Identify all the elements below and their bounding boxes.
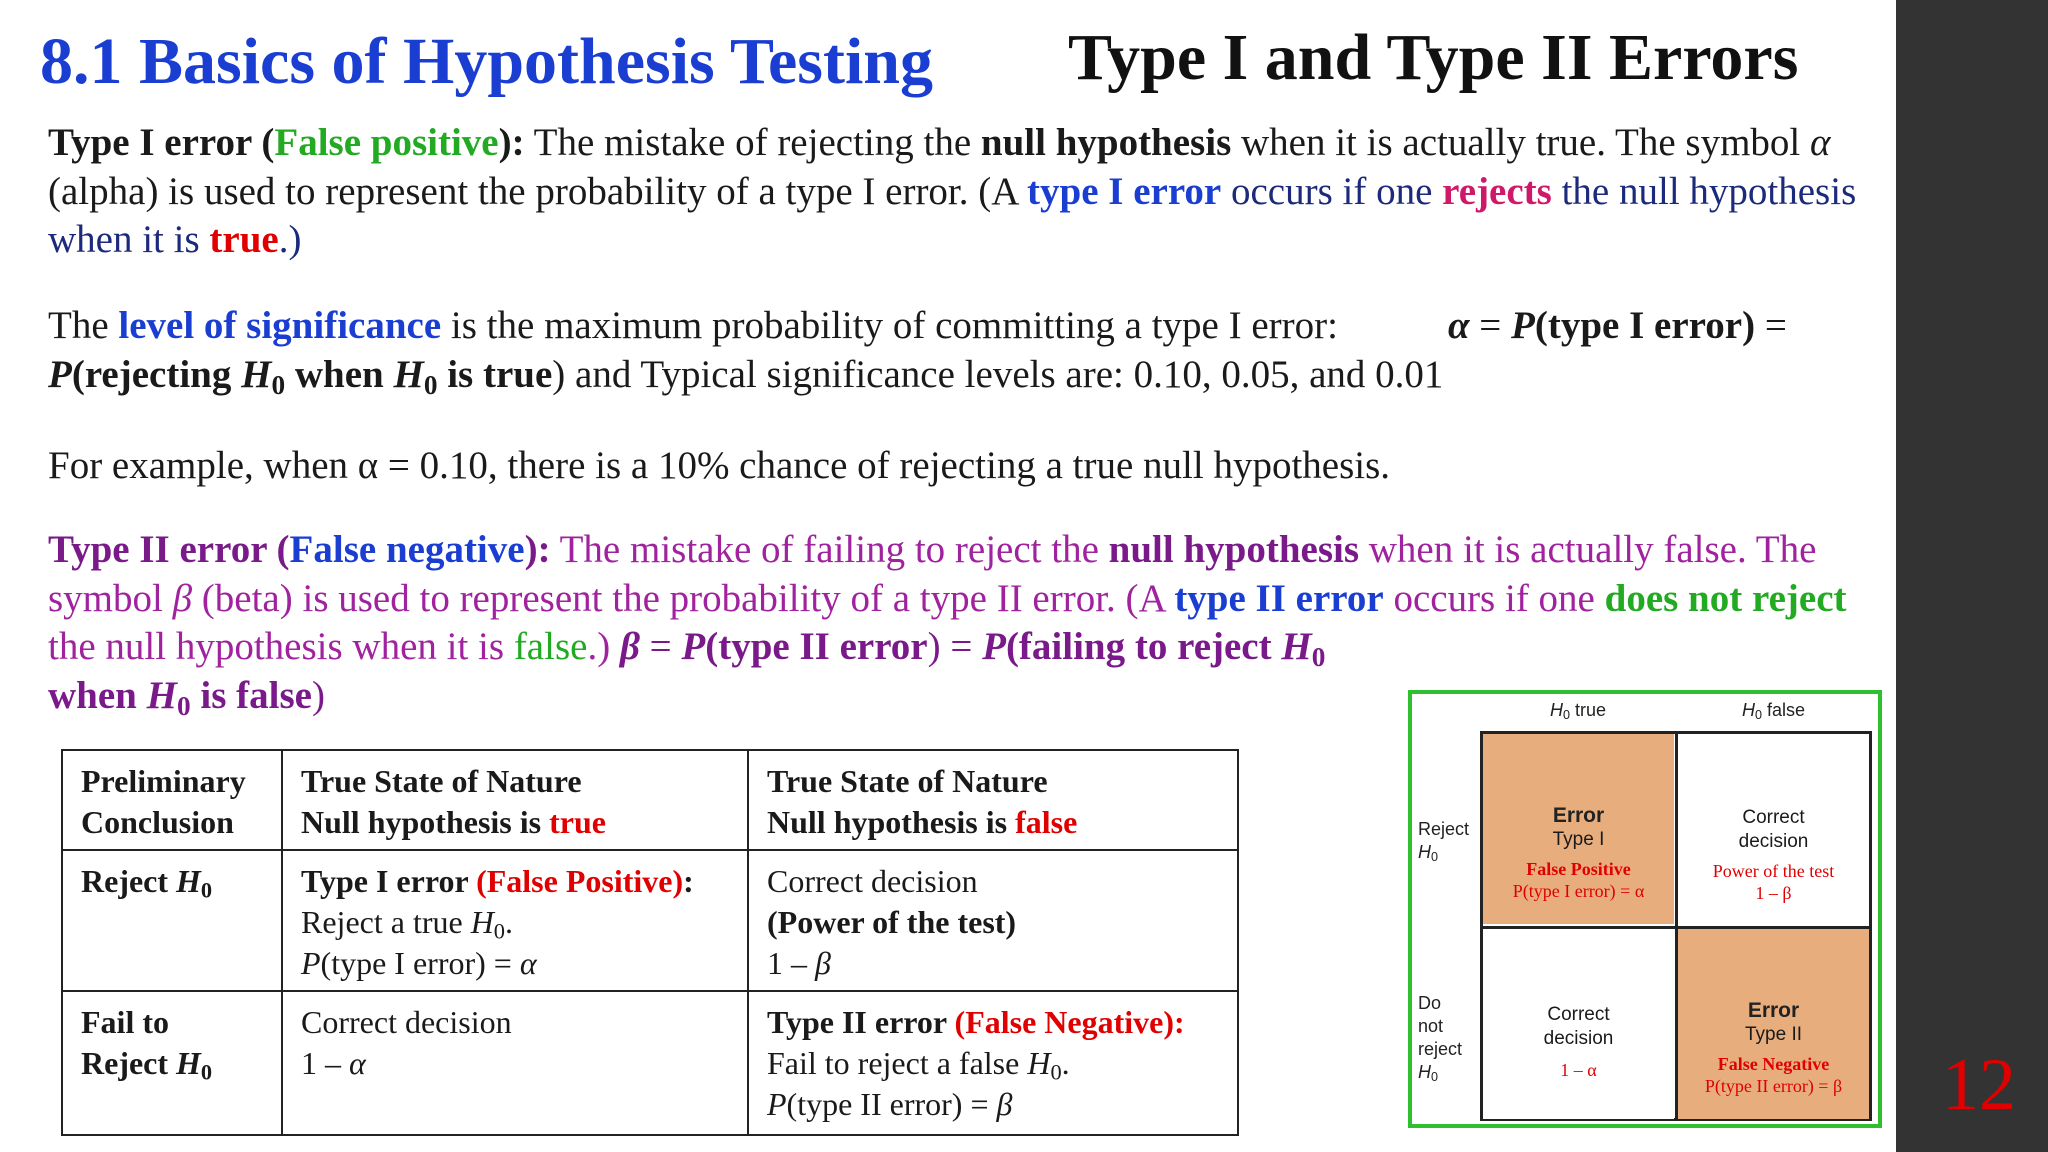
row-label-do-not-reject: [1418, 992, 1462, 1084]
text-run: β: [996, 1086, 1013, 1122]
text-run: the null hypothesis when it is: [48, 169, 1857, 261]
cell-line: Type II: [1744, 1024, 1803, 1045]
text-run: rejects: [1442, 169, 1552, 213]
cell-line: True State of Nature: [301, 763, 582, 799]
cell-line: Conclusion: [81, 804, 234, 840]
text-run: (False Positive): [476, 863, 684, 899]
text-run: H: [1027, 1045, 1051, 1081]
text-run: 1 –: [767, 945, 815, 981]
text-run: true: [549, 804, 606, 840]
text-run: 0: [1311, 641, 1326, 672]
cell-line: [767, 1084, 1219, 1125]
text-run: when: [48, 673, 147, 717]
table-cell: [748, 850, 1238, 991]
text-run: (alpha) is used to represent the probability of a type I error. (A: [48, 169, 1028, 213]
cell-line: P(type II error) = β: [1704, 1076, 1843, 1096]
cell-line: Fail to: [81, 1004, 169, 1040]
cell-line: Type I: [1552, 829, 1605, 850]
text-run: H: [1418, 842, 1431, 862]
text-run: H: [146, 673, 177, 717]
text-run: H: [176, 1045, 201, 1081]
text-run: H: [1281, 625, 1312, 668]
text-run: (type II error) =: [786, 1086, 997, 1122]
text-run: 0: [1050, 1059, 1062, 1085]
text-run: 0: [1431, 850, 1439, 865]
text-run: type II error: [1174, 576, 1384, 620]
label-line: [1418, 841, 1469, 864]
text-run: .): [278, 218, 302, 261]
cell-line: [767, 943, 1219, 984]
text-run: .: [505, 904, 513, 940]
text-run: P: [767, 1086, 787, 1122]
text-run: Type II error (: [48, 528, 290, 571]
cell-line: [81, 1043, 263, 1084]
cell-line: Correct decision: [767, 863, 978, 899]
table-header-cell: [748, 750, 1238, 850]
col-label-h0-false: [1742, 699, 1805, 722]
text-run: the null hypothesis when it is: [48, 625, 514, 668]
text-run: H: [470, 904, 494, 940]
text-run: ) =: [927, 625, 983, 668]
text-run: type I error: [1027, 169, 1222, 213]
text-run: is false: [190, 673, 312, 717]
text-run: is the maximum probability of committing a type I error:: [441, 304, 1338, 347]
cell-power: [1678, 734, 1869, 924]
text-run: (beta) is used to represent the probability of a type II error. (A: [192, 576, 1175, 620]
text-run: Reject a true: [301, 904, 471, 940]
table-header-cell: [62, 750, 282, 850]
cell-line: [301, 1043, 729, 1084]
text-run: H: [393, 352, 424, 396]
text-run: level of significance: [118, 304, 442, 347]
error-table: [61, 749, 1239, 1136]
text-run: Type II error: [767, 1004, 955, 1040]
label-line: reject: [1418, 1039, 1463, 1059]
text-run: Type I error: [301, 863, 477, 899]
text-run: false: [1762, 700, 1806, 720]
label-line: not: [1418, 1016, 1444, 1036]
text-run: α: [349, 1045, 366, 1081]
text-run: False negative: [289, 528, 525, 571]
slide-subtitle: Type I and Type II Errors: [1068, 21, 1799, 94]
cell-line: 1 – β: [1755, 883, 1792, 903]
grid-divider: [1483, 926, 1869, 929]
text-run: 0: [200, 877, 213, 903]
cell-line: True State of Nature: [767, 763, 1048, 799]
text-run: occurs if one: [1383, 576, 1605, 620]
text-run: =: [639, 625, 682, 668]
table-row: [62, 991, 1238, 1135]
text-run: =: [1755, 304, 1787, 347]
text-run: null hypothesis: [1108, 528, 1360, 571]
row-label-reject: [1418, 818, 1469, 864]
text-run: null hypothesis: [980, 121, 1232, 164]
cell-line: [767, 1002, 1219, 1043]
text-run: false: [1015, 804, 1078, 840]
table-row-label: [62, 850, 282, 991]
table-row: [62, 850, 1238, 991]
text-run: (type I error) =: [320, 945, 520, 981]
text-run: (type I error): [1534, 304, 1756, 347]
text-run: (failing to reject: [1005, 625, 1282, 668]
page-number: 12: [1942, 1044, 2016, 1126]
text-run: (False Negative):: [954, 1004, 1185, 1040]
text-run: 1 –: [301, 1045, 349, 1081]
cell-line: Power of the test: [1712, 861, 1835, 881]
text-run: P: [982, 625, 1006, 668]
text-run: P: [1511, 304, 1535, 347]
cell-line: decision: [1738, 831, 1809, 852]
text-run: is true: [437, 352, 553, 396]
text-run: H: [1742, 700, 1755, 720]
cell-line: (Power of the test): [767, 904, 1017, 940]
text-run: H: [176, 863, 201, 899]
cell-type-i-error: [1483, 734, 1674, 924]
text-run: 0: [271, 369, 286, 400]
text-run: ):: [524, 528, 551, 571]
table-header-cell: [282, 750, 748, 850]
text-run: P: [301, 945, 321, 981]
diagram-grid: [1480, 731, 1872, 1121]
col-label-h0-true: [1550, 699, 1606, 722]
cell-line: Error: [1747, 999, 1800, 1022]
text-run: 0: [176, 690, 191, 721]
text-run: The mistake of rejecting the: [524, 121, 981, 164]
table-header-row: [62, 750, 1238, 850]
text-run: .: [1061, 1045, 1070, 1081]
table-cell: [748, 991, 1238, 1135]
text-run: ) and Typical significance levels are: 0.10, 0.05, and 0.01: [552, 352, 1444, 396]
text-run: Fail to reject a false: [767, 1045, 1028, 1081]
text-run: ):: [498, 121, 525, 164]
text-run: Type I error (: [48, 121, 275, 164]
text-run: 0: [200, 1059, 213, 1085]
table-row-label: [62, 991, 282, 1135]
significance-definition: [48, 302, 1868, 399]
text-run: H: [1550, 700, 1563, 720]
text-run: P: [48, 352, 72, 396]
text-run: Null hypothesis is: [301, 804, 550, 840]
cell-line: decision: [1543, 1028, 1614, 1049]
text-run: does not reject: [1604, 576, 1847, 620]
table-cell: [282, 850, 748, 991]
label-line: Reject: [1418, 819, 1470, 839]
label-line: Do: [1418, 993, 1442, 1013]
cell-line: Error: [1552, 804, 1605, 827]
text-run: :: [683, 863, 694, 899]
text-run: Reject: [81, 863, 177, 899]
cell-line: [301, 802, 729, 843]
text-run: .): [587, 625, 620, 668]
label-line: [1418, 1061, 1462, 1084]
cell-line: [301, 861, 729, 902]
text-run: Reject: [81, 1045, 177, 1081]
text-run: when it is actually true. The symbol: [1231, 121, 1811, 164]
table-cell: [282, 991, 748, 1135]
text-run: α: [1810, 121, 1831, 164]
text-run: P: [681, 625, 706, 668]
cell-line: [767, 1043, 1219, 1084]
text-run: occurs if one: [1221, 169, 1443, 213]
text-run: The: [48, 304, 119, 347]
text-run: true: [209, 218, 279, 261]
cell-line: [767, 802, 1219, 843]
text-run: 0: [493, 918, 505, 944]
slide-title: 8.1 Basics of Hypothesis Testing: [40, 25, 933, 98]
cell-line: [301, 943, 729, 984]
text-run: 0: [423, 369, 438, 400]
text-run: α: [519, 945, 537, 981]
text-run: β: [619, 625, 640, 668]
text-run: Null hypothesis is: [767, 804, 1016, 840]
cell-line: False Positive: [1526, 859, 1631, 879]
text-run: 0: [1755, 708, 1763, 723]
text-run: False positive: [274, 121, 499, 164]
cell-line: Correct: [1742, 807, 1805, 828]
cell-line: 1 – α: [1560, 1060, 1597, 1080]
cell-line: [301, 902, 729, 943]
error-diagram: [1408, 690, 1882, 1128]
cell-line: Correct decision: [301, 1004, 512, 1040]
text-run: β: [172, 576, 193, 620]
cell-line: Preliminary: [81, 763, 246, 799]
text-run: The mistake of failing to reject the: [550, 528, 1109, 571]
cell-line: Correct: [1547, 1004, 1610, 1025]
text-run: when it is actually false. The symbol: [48, 528, 1817, 620]
cell-line: P(type I error) = α: [1512, 881, 1645, 901]
text-run: when: [285, 352, 394, 396]
cell-correct-decision: [1483, 929, 1674, 1119]
example-sentence: For example, when α = 0.10, there is a 10% chance of rejecting a true null hypothesis.: [48, 444, 1391, 487]
text-run: true: [1570, 700, 1607, 720]
text-run: H: [1418, 1062, 1431, 1082]
right-sidebar: [1896, 0, 2048, 1152]
text-run: β: [815, 945, 831, 981]
text-run: =: [1469, 304, 1512, 347]
cell-type-ii-error: [1678, 929, 1869, 1119]
text-run: 0: [1431, 1070, 1439, 1085]
text-run: (rejecting: [71, 352, 242, 396]
text-run: H: [241, 352, 272, 396]
text-run: α: [1447, 304, 1470, 347]
text-run: false: [513, 625, 588, 668]
text-run: 0: [1563, 708, 1571, 723]
cell-line: False Negative: [1717, 1054, 1830, 1074]
text-run: (type II error: [705, 625, 928, 668]
type-i-definition: [48, 119, 1868, 265]
text-run: ): [311, 673, 325, 717]
